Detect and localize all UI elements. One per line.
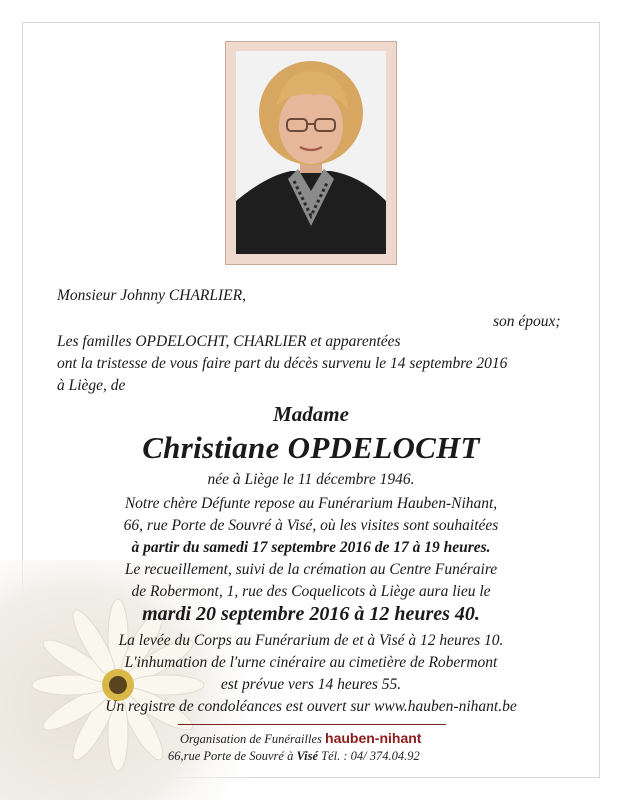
footer-address (168, 749, 420, 764)
footer-organisation (180, 730, 421, 747)
phone-number: Tél. : 04/ 374.04.92 (321, 749, 420, 763)
address-prefix: 66,rue Porte de Souvré à (168, 749, 294, 763)
brand-logo-text: hauben-nihant (325, 730, 422, 746)
families-line-2: ont la tristesse de vous faire part du décès survenu le 14 septembre 2016 (57, 355, 508, 372)
portrait-photo (236, 51, 386, 254)
visit-times: à partir du samedi 17 septembre 2016 de 17 à 19 heures. (131, 539, 491, 556)
condolence-register: Un registre de condoléances est ouvert sur www.hauben-nihant.be (105, 698, 517, 715)
levee-line: La levée du Corps au Funérarium de et à Visé à 12 heures 10. (118, 632, 504, 649)
spouse-relation: son époux; (493, 313, 561, 330)
title-madame: Madame (273, 402, 349, 426)
footer-divider (178, 724, 446, 725)
ceremony-line-2: de Robermont, 1, rue des Coquelicots à Liège aura lieu le (131, 583, 491, 600)
inhumation-line-1: L'inhumation de l'urne cinéraire au cimetière de Robermont (124, 654, 498, 671)
rest-line-1: Notre chère Défunte repose au Funérarium Hauben-Nihant, (124, 495, 498, 512)
birth-info: née à Liège le 11 décembre 1946. (207, 471, 415, 488)
rest-line-2: 66, rue Porte de Souvré à Visé, où les visites sont souhaitées (123, 517, 499, 534)
organisation-label: Organisation de Funérailles (180, 732, 322, 746)
ceremony-line-1: Le recueillement, suivi de la crémation au Centre Funéraire (124, 561, 498, 578)
ceremony-date: mardi 20 septembre 2016 à 12 heures 40. (142, 603, 480, 625)
families-line-3: à Liège, de (57, 377, 126, 394)
spouse-name: Monsieur Johnny CHARLIER, (57, 287, 246, 304)
address-city: Visé (296, 749, 318, 763)
deceased-name: Christiane OPDELOCHT (142, 430, 480, 465)
families-line-1: Les familles OPDELOCHT, CHARLIER et apparentées (57, 333, 401, 350)
inhumation-line-2: est prévue vers 14 heures 55. (220, 676, 402, 693)
